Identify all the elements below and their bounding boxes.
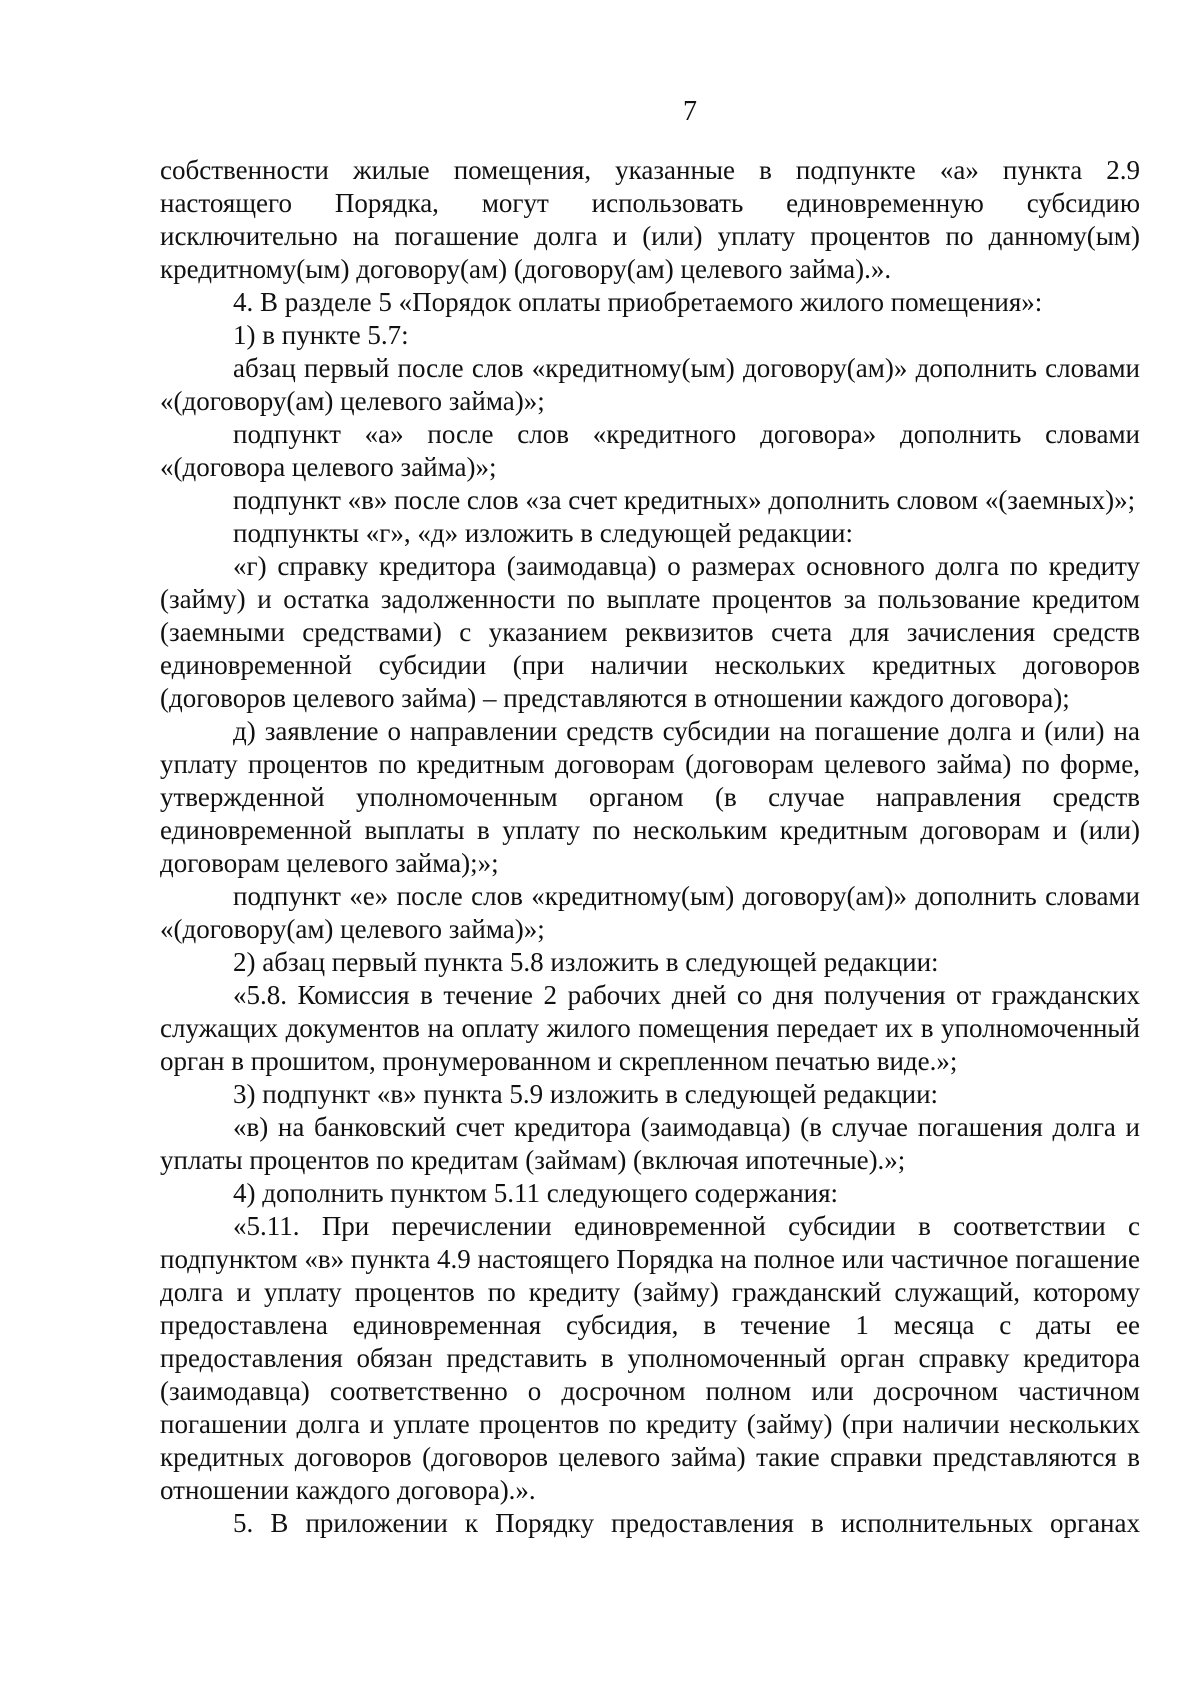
paragraph: подпункты «г», «д» изложить в следующей редакции: [233,518,853,548]
paragraph: подпункт «е» после слов «кредитному(ым) договору(ам)» дополнить словами «(договору(ам) целевого займа)»; [160,881,1140,944]
paragraph: 1) в пункте 5.7: [233,320,409,350]
paragraph: «г) справку кредитора (заимодавца) о размерах основного долга по кредиту (займу) и остатка задолженности по выплате процентов за пользование кредитом (заемными средствами) с указанием реквизитов счета для зачисления средств единовременной субсидии (при наличии нескольких кредитных договоров (договоров целевого займа) – представляются в отношении каждого договора); [160,551,1140,713]
paragraph: «5.8. Комиссия в течение 2 рабочих дней со дня получения от гражданских служащих документов на оплату жилого помещения передает их в уполномоченный орган в прошитом, пронумерованном и скрепленном печатью виде.»; [160,980,1140,1076]
paragraph: подпункт «а» после слов «кредитного договора» дополнить словами «(договора целевого займа)»; [160,419,1140,482]
paragraph: 5. В приложении к Порядку предоставления в исполнительных органах [233,1508,1140,1538]
paragraph: абзац первый после слов «кредитному(ым) договору(ам)» дополнить словами «(договору(ам) целевого займа)»; [160,353,1140,416]
paragraph: 3) подпункт «в» пункта 5.9 изложить в следующей редакции: [233,1079,939,1109]
paragraph: собственности жилые помещения, указанные в подпункте «а» пункта 2.9 настоящего Порядка, могут использовать единовременную субсидию исключительно на погашение долга и (или) уплату процентов по данному(ым) кредитному(ым) договору(ам) (договору(ам) целевого займа).». [160,155,1140,284]
paragraph: 4) дополнить пунктом 5.11 следующего содержания: [233,1178,839,1208]
paragraph: «5.11. При перечислении единовременной субсидии в соответствии с подпунктом «в» пункта 4.9 настоящего Порядка на полное или частичное погашение долга и уплату процентов по кредиту (займу) гражданский служащий, которому предоставлена единовременная субсидия, в течение 1 месяца с даты ее предоставления обязан представить в уполномоченный орган справку кредитора (заимодавца) соответственно о досрочном полном или досрочном частичном погашении долга и уплате процентов по кредиту (займу) (при наличии нескольких кредитных договоров (договоров целевого займа) такие справки представляются в отношении каждого договора).». [160,1211,1140,1505]
paragraph: 2) абзац первый пункта 5.8 изложить в следующей редакции: [233,947,939,977]
page-number: 7 [683,96,697,127]
paragraph: «в) на банковский счет кредитора (заимодавца) (в случае погашения долга и уплаты процентов по кредитам (займам) (включая ипотечные).»; [160,1112,1140,1175]
paragraph: 4. В разделе 5 «Порядок оплаты приобретаемого жилого помещения»: [233,287,1043,317]
paragraph: д) заявление о направлении средств субсидии на погашение долга и (или) на уплату процентов по кредитным договорам (договорам целевого займа) по форме, утвержденной уполномоченным органом (в случае направления средств единовременной выплаты в уплату по нескольким кредитным договорам и (или) договорам целевого займа);»; [160,716,1140,878]
document-body [160,154,1140,1540]
paragraph: подпункт «в» после слов «за счет кредитных» дополнить словом «(заемных)»; [233,485,1136,515]
